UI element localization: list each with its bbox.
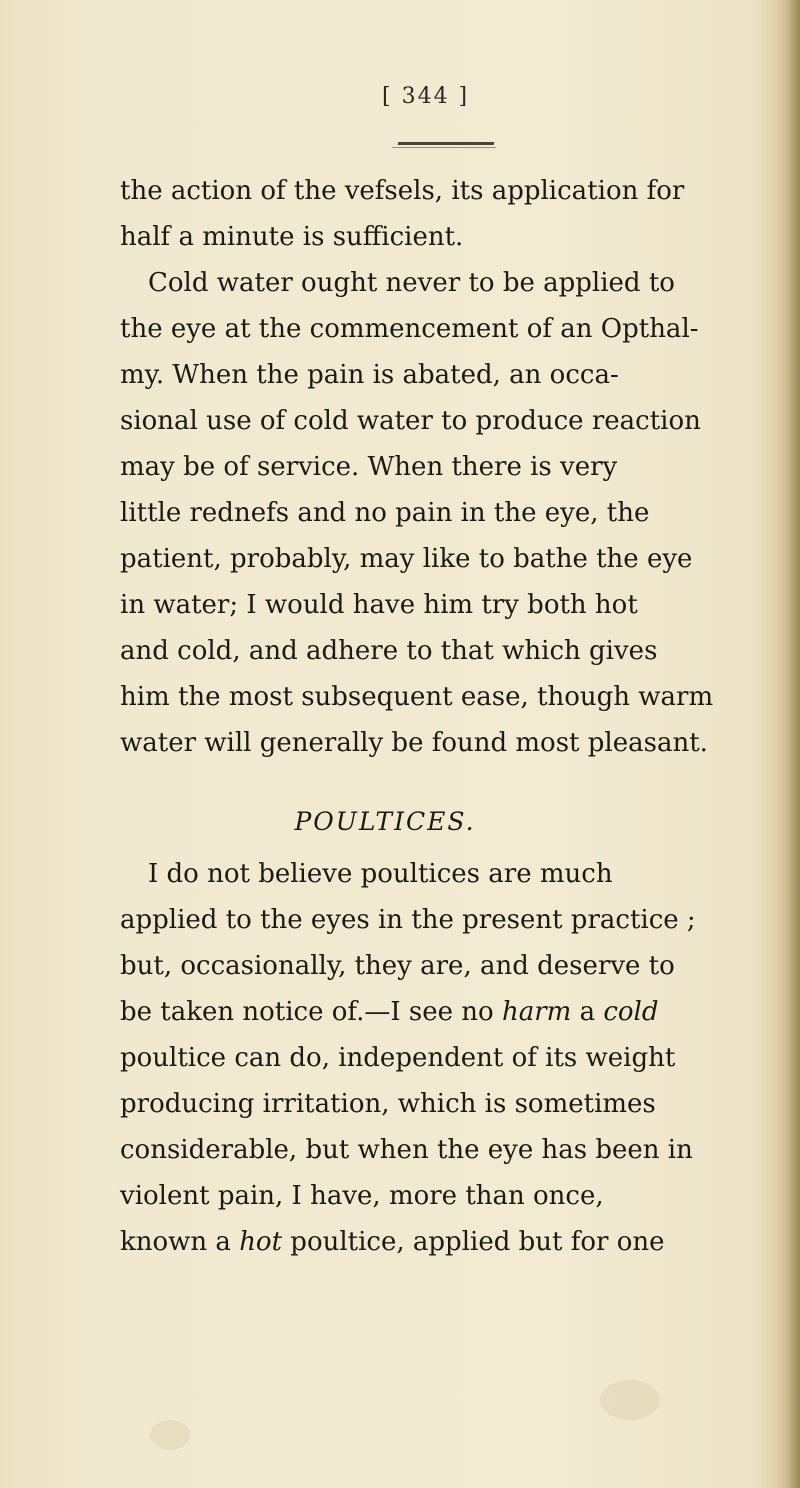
text-line: little rednefs and no pain in the eye, the [120, 498, 650, 528]
text-line: and cold, and adhere to that which gives [120, 636, 658, 666]
italic-word: hot [239, 1227, 283, 1257]
header-rule [398, 142, 495, 145]
text-line: the eye at the commencement of an Opthal- [120, 314, 699, 344]
text-line: I do not believe poultices are much [148, 859, 613, 889]
text-line: applied to the eyes in the present practice ; [120, 905, 696, 935]
text-fragment: poultice, applied but for one [282, 1227, 665, 1257]
text-line: in water; I would have him try both hot [120, 590, 638, 620]
text-line: my. When the pain is abated, an occa- [120, 360, 619, 390]
italic-word: cold [603, 997, 659, 1027]
text-fragment: known a [120, 1227, 240, 1257]
text-line: violent pain, I have, more than once, [120, 1181, 604, 1211]
italic-word: harm [501, 997, 572, 1027]
text-fragment: a [571, 997, 604, 1027]
section-heading: POULTICES. [294, 807, 476, 836]
text-line: half a minute is sufficient. [120, 222, 464, 252]
text-line: producing irritation, which is sometimes [120, 1089, 656, 1119]
text-line: the action of the vefsels, its application for [120, 176, 685, 206]
text-line: patient, probably, may like to bathe the eye [120, 544, 693, 574]
text-line: may be of service. When there is very [120, 452, 618, 482]
text-line: him the most subsequent ease, though warm [120, 682, 714, 712]
text-line: sional use of cold water to produce reaction [120, 406, 701, 436]
paper-stain [150, 1420, 190, 1450]
text-line [120, 989, 680, 1035]
text-fragment: be taken notice of.—I see no [120, 997, 502, 1027]
text-line: considerable, but when the eye has been in [120, 1135, 693, 1165]
body-text [120, 168, 714, 1265]
text-line: poultice can do, independent of its weight [120, 1043, 676, 1073]
paper-stain [600, 1380, 660, 1420]
page-number: [ 344 ] [382, 84, 470, 109]
header-rule-thin [392, 147, 496, 148]
page-edge-shadow [786, 0, 800, 1488]
text-line: Cold water ought never to be applied to [148, 268, 675, 298]
text-line: water will generally be found most pleasant. [120, 728, 708, 758]
text-line: but, occasionally, they are, and deserve to [120, 951, 675, 981]
text-line [120, 1219, 680, 1265]
